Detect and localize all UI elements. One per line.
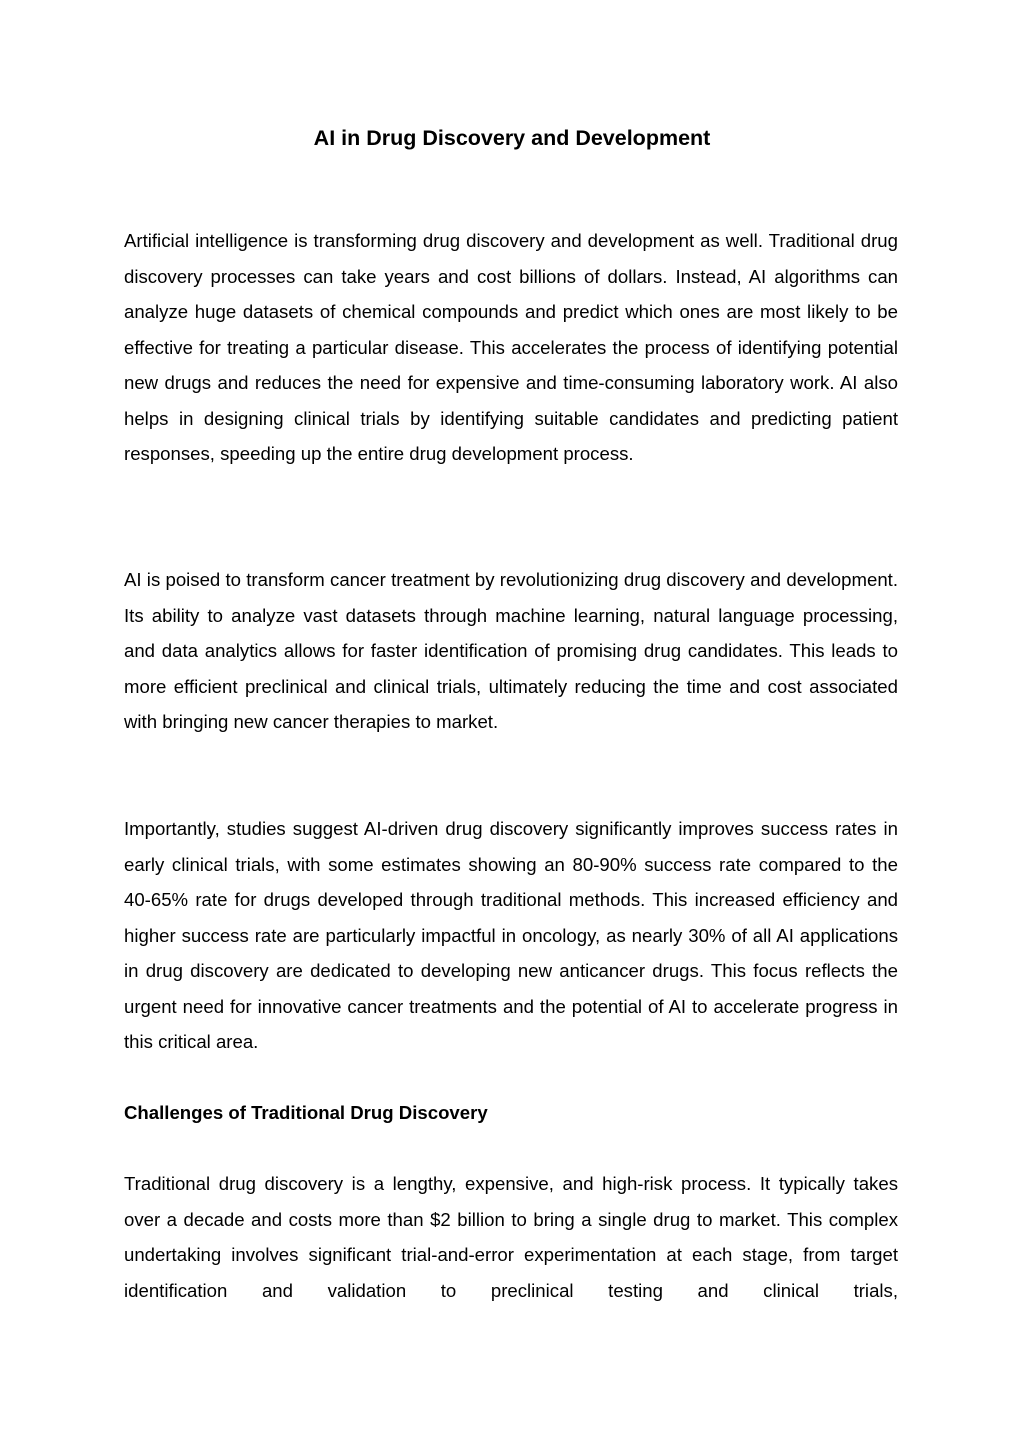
body-paragraph: Importantly, studies suggest AI-driven drug discovery significantly improves success rates in early clinical trials, with some estimates showing an 80-90% success rate compared to the 40-65% rate for drugs developed through traditional methods. This increased efficiency and higher success rate are particularly impactful in oncology, as nearly 30% of all AI applications in drug discovery are dedicated to developing new anticancer drugs. This focus reflects the urgent need for innovative cancer treatments and the potential of AI to accelerate progress in this critical area. [124, 818, 898, 1052]
section-paragraph: Traditional drug discovery is a lengthy, expensive, and high-risk process. It typically takes over a decade and costs more than $2 billion to bring a single drug to market. This complex undertaking involves significant trial-and-error experimentation at each stage, from target identification and validation to preclinical testing and clinical trials, [124, 1173, 898, 1301]
document-title: AI in Drug Discovery and Development [313, 126, 711, 150]
body-paragraph: AI is poised to transform cancer treatment by revolutionizing drug discovery and development. Its ability to analyze vast datasets through machine learning, natural language processing, and data analytics allows for faster identification of promising drug candidates. This leads to more efficient preclinical and clinical trials, ultimately reducing the time and cost associated with bringing new cancer therapies to market. [124, 569, 898, 732]
section-heading: Challenges of Traditional Drug Discovery [124, 1102, 488, 1123]
body-paragraph: Artificial intelligence is transforming drug discovery and development as well. Traditional drug discovery processes can take years and cost billions of dollars. Instead, AI algorithms can analyze huge datasets of chemical compounds and predict which ones are most likely to be effective for treating a particular disease. This accelerates the process of identifying potential new drugs and reduces the need for expensive and time-consuming laboratory work. AI also helps in designing clinical trials by identifying suitable candidates and predicting patient responses, speeding up the entire drug development process. [124, 230, 898, 464]
